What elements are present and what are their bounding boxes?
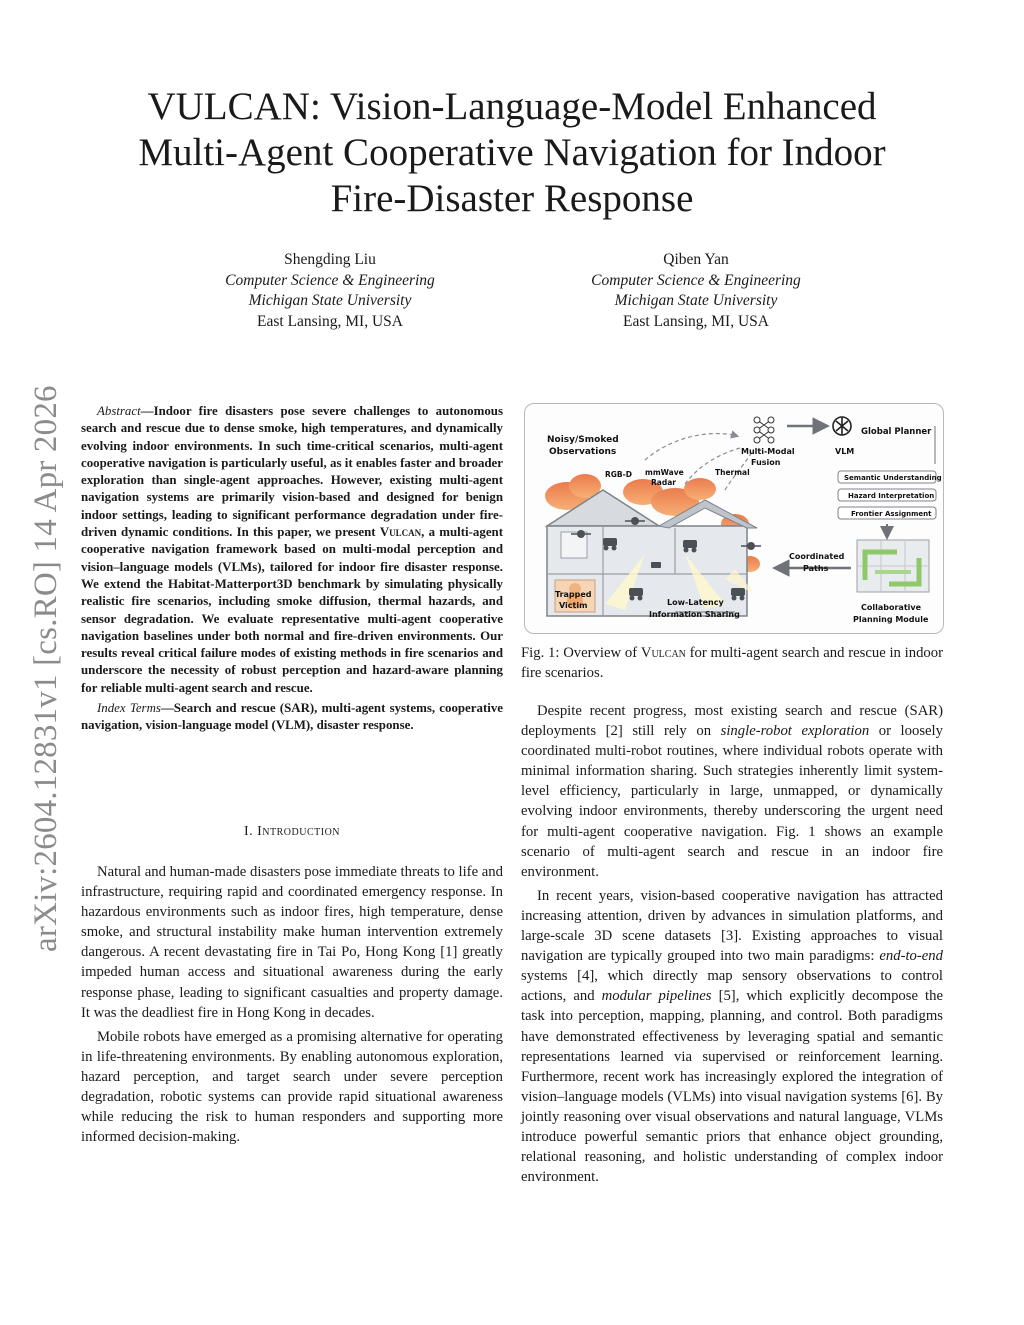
abstract-system-name: Vulcan bbox=[379, 525, 422, 540]
figure-1-overview-diagram bbox=[524, 403, 944, 634]
label-global-planner: Global Planner bbox=[861, 427, 932, 437]
intro-left-column bbox=[81, 862, 503, 1151]
dashed-arrow bbox=[685, 448, 740, 484]
text-run: [5], which explicitly decompose the task into perception, mapping, planning, and control. Both paradigms have demonstrated effectiveness by leveraging spatial and semantic representations learned via supervised or reinforcement learning. Furthermore, recent work has increasingly explored the integration of vision–language models (VLMs) into visual navigation systems [6]. By jointly reasoning over visual observations and natural language, VLMs introduce powerful semantic priors that enhance object grounding, relational reasoning, and holistic understanding of complex indoor environment. bbox=[521, 988, 944, 1186]
label-observations: Observations bbox=[549, 447, 617, 457]
label-low-latency: Low-Latency bbox=[667, 598, 724, 607]
label-coordinated-1: Coordinated bbox=[789, 552, 845, 561]
paper-title bbox=[100, 84, 924, 222]
author-university: Michigan State University bbox=[614, 292, 778, 309]
vlm-icon bbox=[833, 417, 851, 435]
label-collab-2: Planning Module bbox=[853, 615, 929, 624]
index-terms-text: —Search and rescue (SAR), multi-agent systems, cooperative navigation, vision-language model (VLM), disaster response. bbox=[81, 701, 503, 733]
collaborative-planning-grid bbox=[857, 540, 929, 592]
label-mm-fusion-1: Multi-Modal bbox=[741, 447, 795, 456]
caption-text-b: for multi-agent search and rescue in indoor fire scenarios. bbox=[521, 645, 943, 681]
intro-right-column bbox=[521, 701, 943, 1191]
author-department: Computer Science & Engineering bbox=[591, 271, 801, 289]
section-heading-introduction bbox=[81, 824, 503, 840]
label-info-sharing: Information Sharing bbox=[649, 610, 740, 619]
label-noisy: Noisy/Smoked bbox=[547, 435, 619, 445]
title-line-3: Fire-Disaster Response bbox=[330, 177, 694, 220]
author-department: Computer Science & Engineering bbox=[225, 271, 435, 289]
text-run: In recent years, vision-based cooperative navigation has attracted increasing attention, driven by advances in simulation platforms, and large-scale 3D scene datasets [3]. Existing approaches to visual navigation are typically grouped into two main paradigms: bbox=[521, 887, 943, 965]
italic-run: single-robot exploration bbox=[720, 723, 870, 740]
text-run: systems [4], which directly map sensory observations to control actions, and bbox=[521, 968, 943, 1005]
paragraph bbox=[521, 701, 943, 882]
abstract-text-b: , a multi-agent cooperative navigation framework based on multi-modal perception and vision–language models (VLMs), tailored for indoor fire disaster response. We extend the Habitat-Matterport3D benchmark by simulating physically realistic fire scenarios, including smoke diffusion, thermal hazards, and sensor degradation. We evaluate representative multi-agent cooperative navigation baselines under both normal and fire-driven environments. Our results reveal critical failure modes of existing methods in fire scenarios and underscore the necessity of robust perception and hazard-aware planning for reliable multi-agent search and rescue. bbox=[81, 525, 504, 695]
abstract bbox=[81, 403, 503, 735]
italic-run: modular pipelines bbox=[601, 988, 712, 1005]
author-university: Michigan State University bbox=[248, 292, 412, 309]
label-rgbd: RGB-D bbox=[605, 470, 632, 479]
caption-text-a: Fig. 1: Overview of bbox=[521, 645, 641, 661]
abstract-label: Abstract bbox=[97, 404, 141, 418]
title-system-name: VULCAN bbox=[147, 85, 310, 128]
label-vlm: VLM bbox=[835, 447, 855, 456]
section-title: Introduction bbox=[257, 824, 341, 839]
arxiv-identifier: arXiv:2604.12831v1 [cs.RO] 14 Apr 2026 bbox=[28, 385, 64, 952]
section-number: I. bbox=[243, 824, 258, 839]
dashed-arrow bbox=[645, 434, 737, 460]
author-block bbox=[150, 250, 510, 332]
figure-diagram-svg bbox=[525, 404, 943, 633]
neural-network-icon bbox=[754, 417, 774, 443]
figure-1-caption bbox=[521, 643, 943, 683]
label-coordinated-2: Paths bbox=[803, 564, 829, 573]
caption-system-name: Vulcan bbox=[640, 645, 686, 661]
author-location: East Lansing, MI, USA bbox=[623, 312, 769, 330]
label-mmwave: mmWave bbox=[645, 468, 684, 477]
author-location: East Lansing, MI, USA bbox=[257, 312, 403, 330]
label-radar: Radar bbox=[651, 478, 676, 487]
text-run: or loosely coordinated multi-robot routines, where individual robots operate with minimal information sharing. Such strategies inherently limit system-level efficiency, particularly in large, unmapped, or dynamically evolving indoor environments, thereby underscoring the urgent need for multi-agent cooperative navigation. Fig. 1 shows an example scenario of multi-agent search and rescue in an indoor fire environment. bbox=[521, 723, 943, 880]
title-line-2: Multi-Agent Cooperative Navigation for Indoor bbox=[138, 131, 886, 174]
index-terms-label: Index Terms bbox=[97, 701, 161, 716]
paragraph: Natural and human-made disasters pose immediate threats to life and infrastructure, requiring rapid and coordinated emergency response. In hazardous environments such as indoor fires, high temperature, dense smoke, and structural instability make human intervention extremely dangerous. A recent devastating fire in Tai Po, Hong Kong [1] greatly impeded human access and situational awareness during the early response phase, leading to significant casualties and property damage. It was the deadliest fire in Hong Kong in decades. bbox=[81, 864, 503, 1021]
italic-run: end-to-end bbox=[879, 948, 943, 965]
author-block bbox=[516, 250, 876, 332]
author-name: Qiben Yan bbox=[663, 251, 729, 268]
author-name: Shengding Liu bbox=[284, 251, 376, 268]
paragraph: Mobile robots have emerged as a promising alternative for operating in life-threatening environments. By enabling autonomous exploration, hazard perception, and target search under severe perception degradation, robotic systems can provide rapid situational awareness while reducing the risk to human responders and supporting more informed decision-making. bbox=[81, 1028, 503, 1146]
label-trapped-2: Victim bbox=[559, 601, 588, 610]
label-hazard: Hazard Interpretation bbox=[848, 492, 935, 500]
label-collab-1: Collaborative bbox=[861, 603, 922, 612]
title-line-1-rest: : Vision-Language-Model Enhanced bbox=[309, 85, 877, 128]
label-mm-fusion-2: Fusion bbox=[751, 458, 781, 467]
text-run: Despite recent progress, most existing search and rescue (SAR) deployments [2] still rely on bbox=[521, 703, 943, 740]
label-frontier: Frontier Assignment bbox=[851, 510, 932, 518]
abstract-text-a: —Indoor fire disasters pose severe challenges to autonomous search and rescue due to dense smoke, high temperatures, and dynamically evolving indoor environments. In such time-critical scenarios, multi-agent cooperative navigation is particularly useful, as it enables faster and broader exploration than single-agent approaches. However, existing multi-agent navigation systems are primarily vision-based and designed for benign indoor settings, leading to significant performance degradation under fire-driven dynamic conditions. In this paper, we present bbox=[81, 404, 503, 540]
label-trapped-1: Trapped bbox=[555, 590, 592, 599]
label-thermal: Thermal bbox=[715, 468, 750, 477]
paragraph bbox=[521, 886, 943, 1187]
label-semantic: Semantic Understanding bbox=[844, 474, 942, 482]
